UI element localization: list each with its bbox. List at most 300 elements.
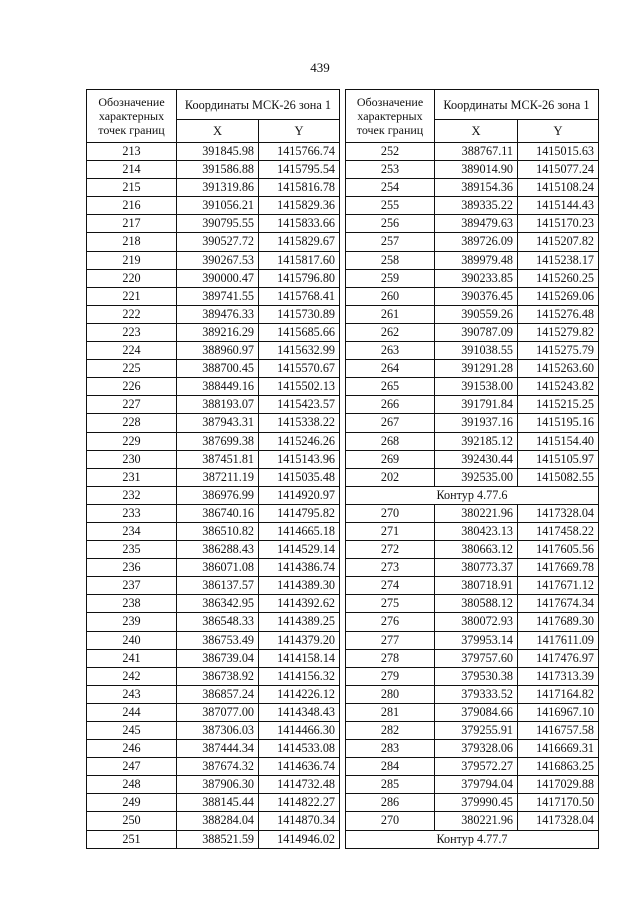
x-coordinate: 379530.38	[435, 667, 518, 685]
x-coordinate: 389979.48	[435, 251, 518, 269]
y-coordinate: 1415570.67	[259, 360, 340, 378]
table-row	[346, 794, 599, 812]
point-number: 278	[346, 649, 435, 667]
y-coordinate: 1414392.62	[259, 595, 340, 613]
x-coordinate: 389479.63	[435, 215, 518, 233]
point-number: 244	[87, 703, 177, 721]
y-coordinate: 1415276.48	[518, 305, 599, 323]
table-row	[346, 305, 599, 323]
x-coordinate: 390233.85	[435, 269, 518, 287]
point-number: 274	[346, 577, 435, 595]
table-row	[87, 649, 340, 667]
table-row	[87, 740, 340, 758]
table-row	[87, 794, 340, 812]
table-row	[87, 504, 340, 522]
table-row	[346, 197, 599, 215]
y-coordinate: 1417313.39	[518, 667, 599, 685]
table-row	[346, 143, 599, 161]
x-coordinate: 391791.84	[435, 396, 518, 414]
y-coordinate: 1415275.79	[518, 342, 599, 360]
x-coordinate: 389216.29	[177, 323, 259, 341]
table-row	[346, 161, 599, 179]
x-coordinate: 380221.96	[435, 504, 518, 522]
x-coordinate: 379333.52	[435, 685, 518, 703]
table-row	[346, 251, 599, 269]
y-coordinate: 1414158.14	[259, 649, 340, 667]
table-row	[346, 414, 599, 432]
y-coordinate: 1415829.36	[259, 197, 340, 215]
y-coordinate: 1415144.43	[518, 197, 599, 215]
table-row	[87, 613, 340, 631]
x-coordinate: 379255.91	[435, 722, 518, 740]
point-number: 246	[87, 740, 177, 758]
table-row	[87, 251, 340, 269]
y-coordinate: 1414348.43	[259, 703, 340, 721]
point-number: 222	[87, 305, 177, 323]
table-row	[346, 613, 599, 631]
page-number: 439	[310, 60, 330, 75]
y-coordinate: 1415502.13	[259, 378, 340, 396]
y-coordinate: 1417476.97	[518, 649, 599, 667]
y-coordinate: 1415215.25	[518, 396, 599, 414]
table-row	[346, 703, 599, 721]
y-coordinate: 1415279.82	[518, 323, 599, 341]
y-coordinate: 1415766.74	[259, 143, 340, 161]
y-coordinate: 1414822.27	[259, 794, 340, 812]
y-coordinate: 1415263.60	[518, 360, 599, 378]
x-coordinate: 389154.36	[435, 179, 518, 197]
x-coordinate: 390787.09	[435, 323, 518, 341]
x-coordinate: 389335.22	[435, 197, 518, 215]
point-number: 243	[87, 685, 177, 703]
y-coordinate: 1415238.17	[518, 251, 599, 269]
y-coordinate: 1414533.08	[259, 740, 340, 758]
coordinates-table-left	[86, 89, 340, 849]
x-coordinate: 389014.90	[435, 161, 518, 179]
x-coordinate: 379990.45	[435, 794, 518, 812]
x-coordinate: 391038.55	[435, 342, 518, 360]
table-row	[346, 450, 599, 468]
point-number: 272	[346, 541, 435, 559]
y-coordinate: 1415260.25	[518, 269, 599, 287]
table-row	[346, 396, 599, 414]
point-number: 252	[346, 143, 435, 161]
y-coordinate: 1417669.78	[518, 559, 599, 577]
x-coordinate: 380072.93	[435, 613, 518, 631]
table-row	[346, 468, 599, 486]
x-coordinate: 388767.11	[435, 143, 518, 161]
table-row	[346, 758, 599, 776]
y-coordinate: 1414529.14	[259, 541, 340, 559]
point-number: 265	[346, 378, 435, 396]
x-coordinate: 380221.96	[435, 812, 518, 830]
x-coordinate: 389476.33	[177, 305, 259, 323]
table-row	[87, 468, 340, 486]
x-coordinate: 386857.24	[177, 685, 259, 703]
table-row	[87, 360, 340, 378]
point-number: 247	[87, 758, 177, 776]
x-coordinate: 386976.99	[177, 486, 259, 504]
table-row	[346, 559, 599, 577]
point-number: 277	[346, 631, 435, 649]
x-coordinate: 387943.31	[177, 414, 259, 432]
point-number: 268	[346, 432, 435, 450]
y-coordinate: 1417328.04	[518, 812, 599, 830]
x-coordinate: 388284.04	[177, 812, 259, 830]
y-coordinate: 1414226.12	[259, 685, 340, 703]
x-coordinate: 390559.26	[435, 305, 518, 323]
x-coordinate: 390527.72	[177, 233, 259, 251]
point-number: 241	[87, 649, 177, 667]
table-row	[87, 577, 340, 595]
x-coordinate: 392185.12	[435, 432, 518, 450]
table-row	[87, 161, 340, 179]
table-row	[87, 812, 340, 830]
x-coordinate: 389741.55	[177, 287, 259, 305]
y-coordinate: 1415423.57	[259, 396, 340, 414]
table-row	[87, 685, 340, 703]
table-row	[87, 143, 340, 161]
table-row	[87, 323, 340, 341]
y-coordinate: 1414389.30	[259, 577, 340, 595]
x-coordinate: 380773.37	[435, 559, 518, 577]
point-number: 242	[87, 667, 177, 685]
contour-label: Контур 4.77.7	[346, 830, 599, 848]
y-coordinate: 1417328.04	[518, 504, 599, 522]
coordinates-header: Координаты МСК-26 зона 1	[435, 90, 599, 120]
table-row	[346, 360, 599, 378]
point-number: 284	[346, 758, 435, 776]
y-coordinate: 1417689.30	[518, 613, 599, 631]
point-number: 254	[346, 179, 435, 197]
point-number: 227	[87, 396, 177, 414]
y-coordinate: 1415170.23	[518, 215, 599, 233]
table-row	[87, 179, 340, 197]
table-row	[346, 812, 599, 830]
y-coordinate: 1414946.02	[259, 830, 340, 848]
x-coordinate: 386739.04	[177, 649, 259, 667]
point-number: 230	[87, 450, 177, 468]
table-row	[87, 667, 340, 685]
point-number: 219	[87, 251, 177, 269]
x-coordinate: 387699.38	[177, 432, 259, 450]
table-row	[87, 233, 340, 251]
table-row	[87, 414, 340, 432]
point-number: 228	[87, 414, 177, 432]
y-coordinate: 1415269.06	[518, 287, 599, 305]
point-number: 248	[87, 776, 177, 794]
x-coordinate: 388145.44	[177, 794, 259, 812]
y-coordinate: 1414466.30	[259, 722, 340, 740]
point-number: 275	[346, 595, 435, 613]
y-coordinate: 1414156.32	[259, 667, 340, 685]
point-number: 239	[87, 613, 177, 631]
table-row	[87, 522, 340, 540]
table-row	[346, 776, 599, 794]
x-coordinate: 379757.60	[435, 649, 518, 667]
x-coordinate: 387451.81	[177, 450, 259, 468]
y-coordinate: 1415243.82	[518, 378, 599, 396]
x-coordinate: 387306.03	[177, 722, 259, 740]
y-coordinate: 1415632.99	[259, 342, 340, 360]
point-number: 251	[87, 830, 177, 848]
y-coordinate: 1415796.80	[259, 269, 340, 287]
x-coordinate: 390795.55	[177, 215, 259, 233]
table-row	[87, 595, 340, 613]
coordinates-header: Координаты МСК-26 зона 1	[177, 90, 340, 120]
x-coordinate: 391319.86	[177, 179, 259, 197]
point-number: 250	[87, 812, 177, 830]
point-number: 270	[346, 812, 435, 830]
table-row	[346, 740, 599, 758]
y-coordinate: 1417029.88	[518, 776, 599, 794]
y-coordinate: 1415795.54	[259, 161, 340, 179]
table-row	[87, 378, 340, 396]
y-coordinate: 1414379.20	[259, 631, 340, 649]
y-coordinate: 1415077.24	[518, 161, 599, 179]
y-coordinate: 1414665.18	[259, 522, 340, 540]
point-number: 258	[346, 251, 435, 269]
x-coordinate: 387077.00	[177, 703, 259, 721]
table-row	[87, 305, 340, 323]
y-coordinate: 1417671.12	[518, 577, 599, 595]
contour-label: Контур 4.77.6	[346, 486, 599, 504]
point-number: 249	[87, 794, 177, 812]
table-row	[87, 541, 340, 559]
table-row	[87, 703, 340, 721]
point-number: 223	[87, 323, 177, 341]
table-row	[346, 432, 599, 450]
table-row	[346, 342, 599, 360]
x-header: X	[177, 120, 259, 143]
x-coordinate: 386510.82	[177, 522, 259, 540]
x-coordinate: 391845.98	[177, 143, 259, 161]
contour-row	[346, 830, 599, 848]
table-row	[346, 269, 599, 287]
x-coordinate: 380718.91	[435, 577, 518, 595]
table-row	[87, 631, 340, 649]
table-row	[87, 830, 340, 848]
point-number: 245	[87, 722, 177, 740]
point-number: 280	[346, 685, 435, 703]
table-row	[346, 233, 599, 251]
x-coordinate: 380423.13	[435, 522, 518, 540]
x-coordinate: 392430.44	[435, 450, 518, 468]
point-number: 202	[346, 468, 435, 486]
y-coordinate: 1415833.66	[259, 215, 340, 233]
point-number: 220	[87, 269, 177, 287]
point-number: 255	[346, 197, 435, 215]
x-coordinate: 387674.32	[177, 758, 259, 776]
point-number: 215	[87, 179, 177, 197]
table-row	[346, 631, 599, 649]
y-coordinate: 1417611.09	[518, 631, 599, 649]
y-coordinate: 1416863.25	[518, 758, 599, 776]
x-coordinate: 390267.53	[177, 251, 259, 269]
point-number: 260	[346, 287, 435, 305]
table-row	[346, 685, 599, 703]
x-coordinate: 389726.09	[435, 233, 518, 251]
point-number: 233	[87, 504, 177, 522]
point-number: 237	[87, 577, 177, 595]
x-coordinate: 388193.07	[177, 396, 259, 414]
x-coordinate: 391586.88	[177, 161, 259, 179]
y-coordinate: 1415338.22	[259, 414, 340, 432]
table-row	[87, 197, 340, 215]
point-number: 262	[346, 323, 435, 341]
table-row	[346, 541, 599, 559]
x-coordinate: 386753.49	[177, 631, 259, 649]
left-table-body	[87, 143, 340, 849]
x-coordinate: 380663.12	[435, 541, 518, 559]
point-number: 269	[346, 450, 435, 468]
point-number: 267	[346, 414, 435, 432]
point-number: 276	[346, 613, 435, 631]
point-number: 232	[87, 486, 177, 504]
x-coordinate: 380588.12	[435, 595, 518, 613]
point-number: 282	[346, 722, 435, 740]
table-row	[346, 504, 599, 522]
y-coordinate: 1415829.67	[259, 233, 340, 251]
point-number: 281	[346, 703, 435, 721]
table-row	[346, 179, 599, 197]
table-row	[87, 559, 340, 577]
table-row	[346, 722, 599, 740]
x-coordinate: 387906.30	[177, 776, 259, 794]
x-coordinate: 387211.19	[177, 468, 259, 486]
y-coordinate: 1415082.55	[518, 468, 599, 486]
point-number: 213	[87, 143, 177, 161]
point-label-header: Обозначение характерных точек границ	[87, 90, 177, 143]
right-table-body	[346, 143, 599, 849]
y-coordinate: 1417605.56	[518, 541, 599, 559]
y-header: Y	[518, 120, 599, 143]
table-row	[87, 776, 340, 794]
y-coordinate: 1414389.25	[259, 613, 340, 631]
point-number: 256	[346, 215, 435, 233]
point-number: 216	[87, 197, 177, 215]
point-number: 234	[87, 522, 177, 540]
table-row	[346, 215, 599, 233]
y-coordinate: 1415207.82	[518, 233, 599, 251]
y-coordinate: 1415768.41	[259, 287, 340, 305]
point-number: 271	[346, 522, 435, 540]
x-coordinate: 390376.45	[435, 287, 518, 305]
table-row	[346, 577, 599, 595]
y-coordinate: 1415108.24	[518, 179, 599, 197]
point-number: 236	[87, 559, 177, 577]
y-coordinate: 1416757.58	[518, 722, 599, 740]
point-number: 238	[87, 595, 177, 613]
x-coordinate: 386548.33	[177, 613, 259, 631]
x-coordinate: 388700.45	[177, 360, 259, 378]
y-coordinate: 1417458.22	[518, 522, 599, 540]
x-coordinate: 391538.00	[435, 378, 518, 396]
table-row	[87, 722, 340, 740]
y-coordinate: 1417164.82	[518, 685, 599, 703]
point-number: 263	[346, 342, 435, 360]
point-label-header: Обозначение характерных точек границ	[346, 90, 435, 143]
table-row	[87, 269, 340, 287]
table-row	[87, 342, 340, 360]
x-coordinate: 386740.16	[177, 504, 259, 522]
table-row	[346, 667, 599, 685]
x-coordinate: 379794.04	[435, 776, 518, 794]
x-coordinate: 391056.21	[177, 197, 259, 215]
y-coordinate: 1415246.26	[259, 432, 340, 450]
point-number: 264	[346, 360, 435, 378]
table-row	[346, 649, 599, 667]
y-coordinate: 1416967.10	[518, 703, 599, 721]
y-coordinate: 1415730.89	[259, 305, 340, 323]
point-number: 240	[87, 631, 177, 649]
y-coordinate: 1417674.34	[518, 595, 599, 613]
point-number: 224	[87, 342, 177, 360]
x-coordinate: 386071.08	[177, 559, 259, 577]
table-row	[346, 595, 599, 613]
point-number: 231	[87, 468, 177, 486]
y-coordinate: 1415195.16	[518, 414, 599, 432]
point-number: 225	[87, 360, 177, 378]
x-header: X	[435, 120, 518, 143]
point-number: 279	[346, 667, 435, 685]
x-coordinate: 388449.16	[177, 378, 259, 396]
point-number: 221	[87, 287, 177, 305]
point-number: 218	[87, 233, 177, 251]
y-coordinate: 1414636.74	[259, 758, 340, 776]
point-number: 273	[346, 559, 435, 577]
table-row	[87, 758, 340, 776]
point-number: 270	[346, 504, 435, 522]
y-coordinate: 1415817.60	[259, 251, 340, 269]
table-row	[346, 522, 599, 540]
point-number: 285	[346, 776, 435, 794]
table-row	[87, 450, 340, 468]
table-row	[87, 486, 340, 504]
x-coordinate: 386137.57	[177, 577, 259, 595]
point-number: 229	[87, 432, 177, 450]
y-coordinate: 1415105.97	[518, 450, 599, 468]
coordinates-table-right	[345, 89, 599, 849]
point-number: 266	[346, 396, 435, 414]
y-coordinate: 1417170.50	[518, 794, 599, 812]
table-row	[346, 287, 599, 305]
x-coordinate: 391291.28	[435, 360, 518, 378]
x-coordinate: 386288.43	[177, 541, 259, 559]
x-coordinate: 386738.92	[177, 667, 259, 685]
y-coordinate: 1416669.31	[518, 740, 599, 758]
x-coordinate: 392535.00	[435, 468, 518, 486]
point-number: 217	[87, 215, 177, 233]
x-coordinate: 391937.16	[435, 414, 518, 432]
point-number: 283	[346, 740, 435, 758]
y-coordinate: 1414795.82	[259, 504, 340, 522]
y-coordinate: 1414920.97	[259, 486, 340, 504]
point-number: 253	[346, 161, 435, 179]
y-coordinate: 1414386.74	[259, 559, 340, 577]
point-number: 286	[346, 794, 435, 812]
x-coordinate: 388960.97	[177, 342, 259, 360]
y-coordinate: 1415035.48	[259, 468, 340, 486]
table-row	[87, 432, 340, 450]
x-coordinate: 388521.59	[177, 830, 259, 848]
x-coordinate: 379953.14	[435, 631, 518, 649]
y-coordinate: 1415015.63	[518, 143, 599, 161]
point-number: 259	[346, 269, 435, 287]
y-coordinate: 1415154.40	[518, 432, 599, 450]
table-row	[87, 215, 340, 233]
x-coordinate: 386342.95	[177, 595, 259, 613]
